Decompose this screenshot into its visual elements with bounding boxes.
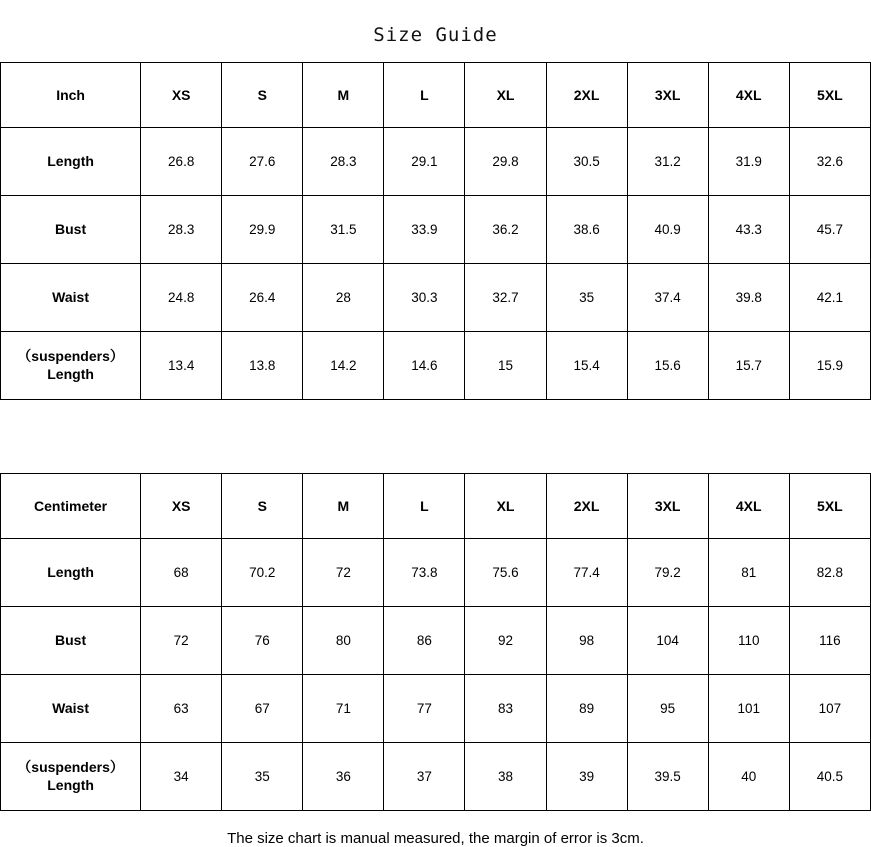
cell-suspenders-xs: 34 bbox=[141, 743, 222, 811]
column-header-xl: XL bbox=[465, 63, 546, 128]
cell-waist-l: 30.3 bbox=[384, 264, 465, 332]
cell-bust-xs: 72 bbox=[141, 607, 222, 675]
cell-length-2xl: 77.4 bbox=[546, 539, 627, 607]
cell-suspenders-2xl: 15.4 bbox=[546, 332, 627, 400]
cell-waist-xs: 63 bbox=[141, 675, 222, 743]
cell-suspenders-4xl: 15.7 bbox=[708, 332, 789, 400]
table-row bbox=[1, 743, 871, 811]
cell-waist-5xl: 42.1 bbox=[789, 264, 870, 332]
cell-bust-m: 80 bbox=[303, 607, 384, 675]
cell-bust-xs: 28.3 bbox=[141, 196, 222, 264]
column-header-m: M bbox=[303, 474, 384, 539]
cell-length-5xl: 82.8 bbox=[789, 539, 870, 607]
column-header-2xl: 2XL bbox=[546, 63, 627, 128]
row-label-line2: Length bbox=[47, 365, 94, 382]
cell-bust-m: 31.5 bbox=[303, 196, 384, 264]
column-header-4xl: 4XL bbox=[708, 474, 789, 539]
table-separator bbox=[0, 400, 871, 473]
cell-suspenders-xs: 13.4 bbox=[141, 332, 222, 400]
column-header-4xl: 4XL bbox=[708, 63, 789, 128]
cell-bust-3xl: 40.9 bbox=[627, 196, 708, 264]
cell-bust-3xl: 104 bbox=[627, 607, 708, 675]
cell-waist-m: 71 bbox=[303, 675, 384, 743]
measurement-note: The size chart is manual measured, the margin of error is 3cm. bbox=[227, 830, 644, 847]
unit-label-centimeter: Centimeter bbox=[1, 474, 141, 539]
cell-suspenders-m: 36 bbox=[303, 743, 384, 811]
cell-bust-xl: 36.2 bbox=[465, 196, 546, 264]
cell-length-xl: 75.6 bbox=[465, 539, 546, 607]
cell-bust-2xl: 38.6 bbox=[546, 196, 627, 264]
cell-suspenders-3xl: 39.5 bbox=[627, 743, 708, 811]
column-header-xs: XS bbox=[141, 63, 222, 128]
cell-suspenders-xl: 15 bbox=[465, 332, 546, 400]
cell-length-m: 72 bbox=[303, 539, 384, 607]
table-header-row bbox=[1, 63, 871, 128]
row-label-waist: Waist bbox=[1, 264, 141, 332]
size-table-inch bbox=[0, 62, 871, 400]
table-row bbox=[1, 196, 871, 264]
row-label-waist: Waist bbox=[1, 675, 141, 743]
cell-bust-4xl: 110 bbox=[708, 607, 789, 675]
cell-bust-s: 29.9 bbox=[222, 196, 303, 264]
cell-bust-4xl: 43.3 bbox=[708, 196, 789, 264]
cell-waist-xl: 32.7 bbox=[465, 264, 546, 332]
cell-suspenders-5xl: 40.5 bbox=[789, 743, 870, 811]
column-header-m: M bbox=[303, 63, 384, 128]
cell-waist-xs: 24.8 bbox=[141, 264, 222, 332]
cell-length-s: 70.2 bbox=[222, 539, 303, 607]
cell-waist-4xl: 39.8 bbox=[708, 264, 789, 332]
cell-length-s: 27.6 bbox=[222, 128, 303, 196]
column-header-l: L bbox=[384, 63, 465, 128]
cell-suspenders-2xl: 39 bbox=[546, 743, 627, 811]
cell-waist-s: 67 bbox=[222, 675, 303, 743]
row-label-bust: Bust bbox=[1, 196, 141, 264]
cell-waist-xl: 83 bbox=[465, 675, 546, 743]
cell-waist-5xl: 107 bbox=[789, 675, 870, 743]
cell-waist-4xl: 101 bbox=[708, 675, 789, 743]
column-header-2xl: 2XL bbox=[546, 474, 627, 539]
row-label-length: Length bbox=[1, 539, 141, 607]
cell-bust-l: 33.9 bbox=[384, 196, 465, 264]
cell-suspenders-l: 14.6 bbox=[384, 332, 465, 400]
cell-length-5xl: 32.6 bbox=[789, 128, 870, 196]
column-header-3xl: 3XL bbox=[627, 474, 708, 539]
row-label-line2: Length bbox=[47, 776, 94, 793]
cell-length-xl: 29.8 bbox=[465, 128, 546, 196]
cell-bust-s: 76 bbox=[222, 607, 303, 675]
table-row bbox=[1, 128, 871, 196]
table-row bbox=[1, 264, 871, 332]
column-header-xs: XS bbox=[141, 474, 222, 539]
cell-suspenders-s: 13.8 bbox=[222, 332, 303, 400]
cell-waist-2xl: 35 bbox=[546, 264, 627, 332]
cell-suspenders-4xl: 40 bbox=[708, 743, 789, 811]
cell-waist-l: 77 bbox=[384, 675, 465, 743]
cell-waist-m: 28 bbox=[303, 264, 384, 332]
unit-label-inch: Inch bbox=[1, 63, 141, 128]
column-header-xl: XL bbox=[465, 474, 546, 539]
cell-suspenders-3xl: 15.6 bbox=[627, 332, 708, 400]
column-header-5xl: 5XL bbox=[789, 63, 870, 128]
row-label-suspenders-length bbox=[1, 332, 141, 400]
cell-length-l: 73.8 bbox=[384, 539, 465, 607]
row-label-suspenders-length bbox=[1, 743, 141, 811]
cell-suspenders-l: 37 bbox=[384, 743, 465, 811]
cell-bust-5xl: 116 bbox=[789, 607, 870, 675]
cell-suspenders-m: 14.2 bbox=[303, 332, 384, 400]
cell-bust-xl: 92 bbox=[465, 607, 546, 675]
row-label-line1: （suspenders） bbox=[17, 759, 124, 775]
column-header-s: S bbox=[222, 474, 303, 539]
cell-length-3xl: 31.2 bbox=[627, 128, 708, 196]
column-header-5xl: 5XL bbox=[789, 474, 870, 539]
cell-length-4xl: 81 bbox=[708, 539, 789, 607]
cell-waist-2xl: 89 bbox=[546, 675, 627, 743]
column-header-s: S bbox=[222, 63, 303, 128]
cell-length-xs: 68 bbox=[141, 539, 222, 607]
cell-suspenders-xl: 38 bbox=[465, 743, 546, 811]
cell-suspenders-5xl: 15.9 bbox=[789, 332, 870, 400]
cell-length-4xl: 31.9 bbox=[708, 128, 789, 196]
table-row bbox=[1, 332, 871, 400]
cell-length-xs: 26.8 bbox=[141, 128, 222, 196]
page-title: Size Guide bbox=[373, 24, 498, 46]
column-header-l: L bbox=[384, 474, 465, 539]
row-label-bust: Bust bbox=[1, 607, 141, 675]
cell-waist-3xl: 37.4 bbox=[627, 264, 708, 332]
row-label-line1: （suspenders） bbox=[17, 348, 124, 364]
cell-bust-5xl: 45.7 bbox=[789, 196, 870, 264]
cell-waist-s: 26.4 bbox=[222, 264, 303, 332]
cell-waist-3xl: 95 bbox=[627, 675, 708, 743]
size-table-centimeter bbox=[0, 473, 871, 811]
cell-length-2xl: 30.5 bbox=[546, 128, 627, 196]
table-row bbox=[1, 607, 871, 675]
cell-bust-2xl: 98 bbox=[546, 607, 627, 675]
table-row bbox=[1, 675, 871, 743]
cell-bust-l: 86 bbox=[384, 607, 465, 675]
cell-suspenders-s: 35 bbox=[222, 743, 303, 811]
table-row bbox=[1, 539, 871, 607]
cell-length-3xl: 79.2 bbox=[627, 539, 708, 607]
column-header-3xl: 3XL bbox=[627, 63, 708, 128]
cell-length-m: 28.3 bbox=[303, 128, 384, 196]
table-header-row bbox=[1, 474, 871, 539]
cell-length-l: 29.1 bbox=[384, 128, 465, 196]
row-label-length: Length bbox=[1, 128, 141, 196]
